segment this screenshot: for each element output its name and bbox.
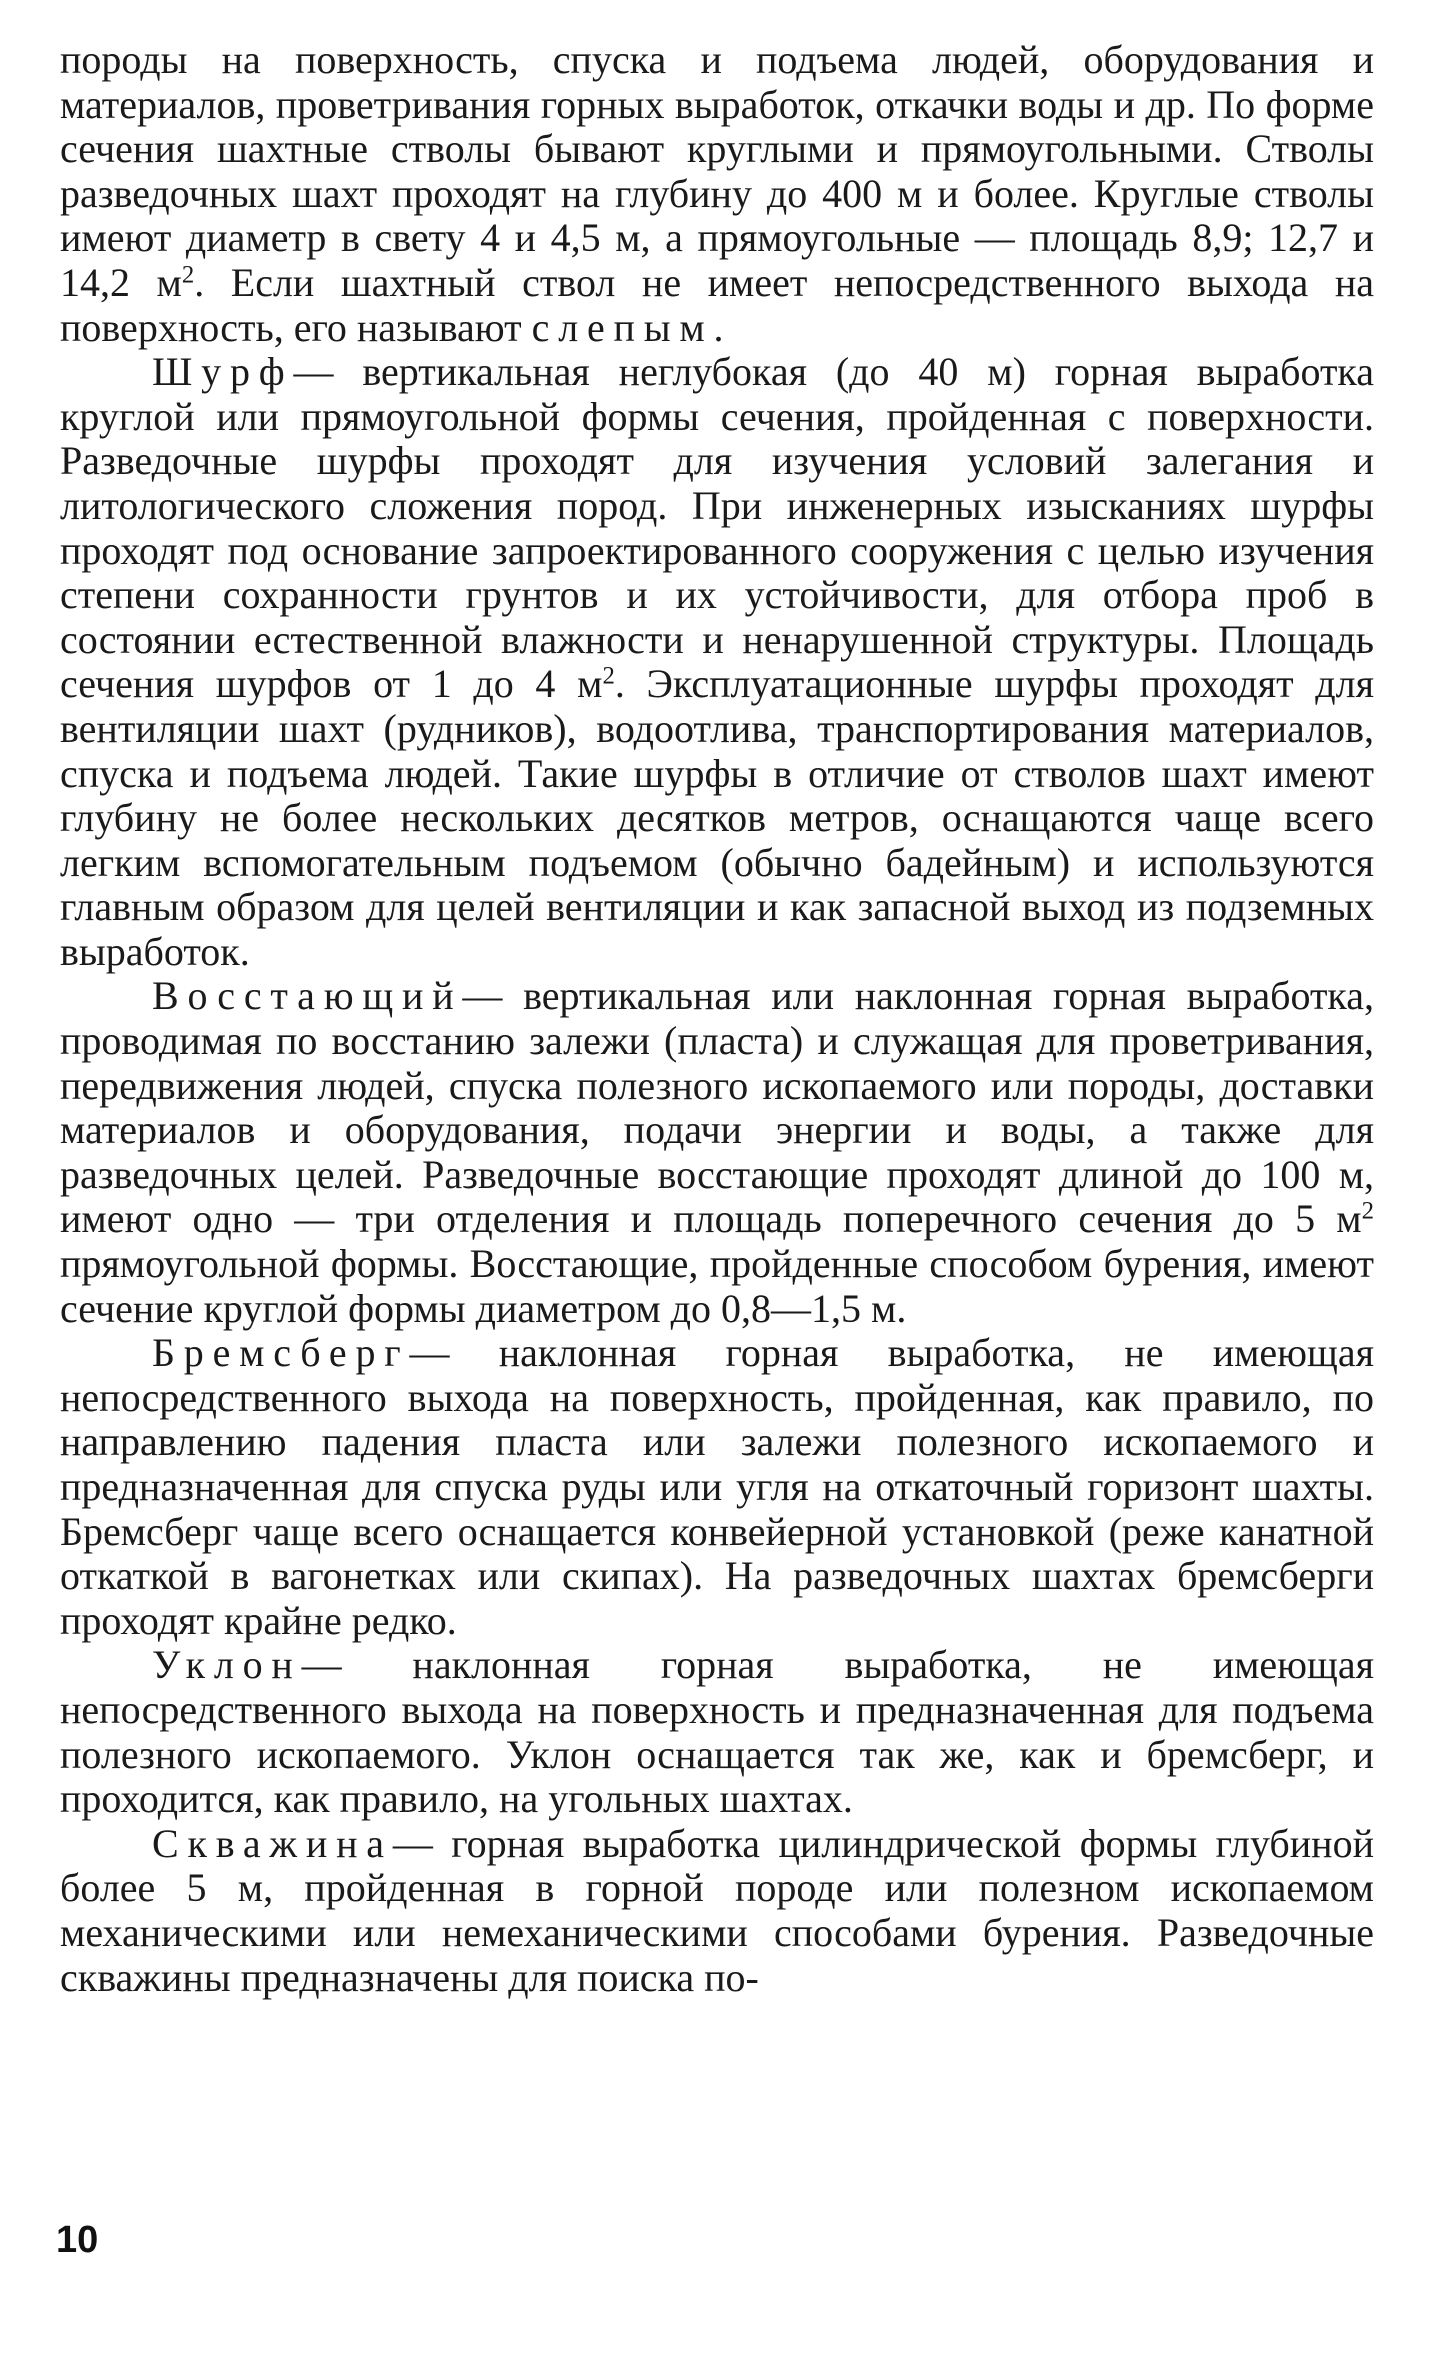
- paragraph-text: — вертикальная неглубокая (до 40 м) горная выработка круглой или прямоугольной формы сечения, пройденная с поверхности. Разведочные шурфы проходят для изучения условий залегания и литологического сложения пород. При инженерных изысканиях шурфы проходят под основание запроектированного сооружения с целью изучения степени сохранности грунтов и их устойчивости, для отбора проб в состоянии естественной влажности и ненарушенной структуры. Площадь сечения шурфов от 1 до 4 м: [60, 349, 1374, 707]
- paragraph-text: — вертикальная или наклонная горная выработка, проводимая по восстанию залежи (пласта) и служащая для проветривания, передвижения людей, спуска полезного ископаемого или породы, доставки материалов и оборудования, подачи энергии и воды, а также для разведочных целей. Разведочные восстающие проходят длиной до 100 м, имеют одно — три отделения и площадь поперечного сечения до 5 м: [60, 973, 1374, 1242]
- paragraph-text: — горная выработка цилиндрической формы глубиной более 5 м, пройденная в горной породе или полезном ископаемом механическими или немеханическими способами бурения. Разведочные скважины предназначены для поиска по-: [60, 1820, 1374, 2000]
- paragraph-vosstayushchiy: [60, 974, 1374, 1331]
- paragraph-text: — наклонная горная выработка, не имеющая непосредственного выхода на поверхность и предназначенная для подъема полезного ископаемого. Уклон оснащается так же, как и бремсберг, и проходится, как правило, на угольных шахтах.: [60, 1642, 1374, 1822]
- term-shurf: Шурф: [152, 349, 294, 395]
- page-number: 10: [56, 2219, 99, 2261]
- term-blind-shaft: слепым: [531, 304, 714, 350]
- paragraph-text: прямоугольной формы. Восстающие, пройденные способом бурения, имеют сечение круглой формы диаметром до 0,8—1,5 м.: [60, 1241, 1374, 1331]
- superscript: 2: [1361, 1197, 1374, 1225]
- paragraph-text: .: [713, 304, 724, 350]
- paragraph-skvazhina: [60, 1822, 1374, 2000]
- paragraph-shurf: [60, 350, 1374, 974]
- superscript: 2: [602, 662, 615, 690]
- term-skvazhina: Скважина: [152, 1820, 393, 1866]
- term-vosstayushchiy: Восстающий: [152, 973, 463, 1019]
- paragraph-bremsberg: [60, 1331, 1374, 1643]
- paragraph-text: породы на поверхность, спуска и подъема людей, оборудования и материалов, проветривания горных выработок, откачки воды и др. По форме сечения шахтные стволы бывают круглыми и прямоугольными. Стволы разведочных шахт проходят на глубину до 400 м и более. Круглые стволы имеют диаметр в свету 4 и 4,5 м, а прямоугольные — площадь 8,9; 12,7 и 14,2 м: [60, 37, 1374, 305]
- term-uklon: Уклон: [152, 1642, 302, 1688]
- paragraph-text: . Если шахтный ствол не имеет непосредственного выхода на поверхность, его называют: [60, 259, 1374, 350]
- superscript: 2: [181, 261, 195, 289]
- paragraph-text: — наклонная горная выработка, не имеющая непосредственного выхода на поверхность, пройденная, как правило, по направлению падения пласта или залежи полезного ископаемого и предназначенная для спуска руды или угля на откаточный горизонт шахты. Бремсберг чаще всего оснащается конвейерной установкой (реже канатной откаткой в вагонетках или скипах). На разведочных шахтах бремсберги проходят крайне редко.: [60, 1330, 1374, 1643]
- term-bremsberg: Бремсберг: [152, 1330, 410, 1376]
- paragraph-continuation: [60, 38, 1374, 350]
- paragraph-uklon: [60, 1643, 1374, 1821]
- paragraph-text: . Эксплуатационные шурфы проходят для вентиляции шахт (рудников), водоотлива, транспортирования материалов, спуска и подъема людей. Такие шурфы в отличие от стволов шахт имеют глубину не более нескольких десятков метров, оснащаются чаще всего легким вспомогательным подъемом (обычно бадейным) и используются главным образом для целей вентиляции и как запасной выход из подземных выработок.: [60, 661, 1374, 974]
- page-body: [60, 38, 1374, 2000]
